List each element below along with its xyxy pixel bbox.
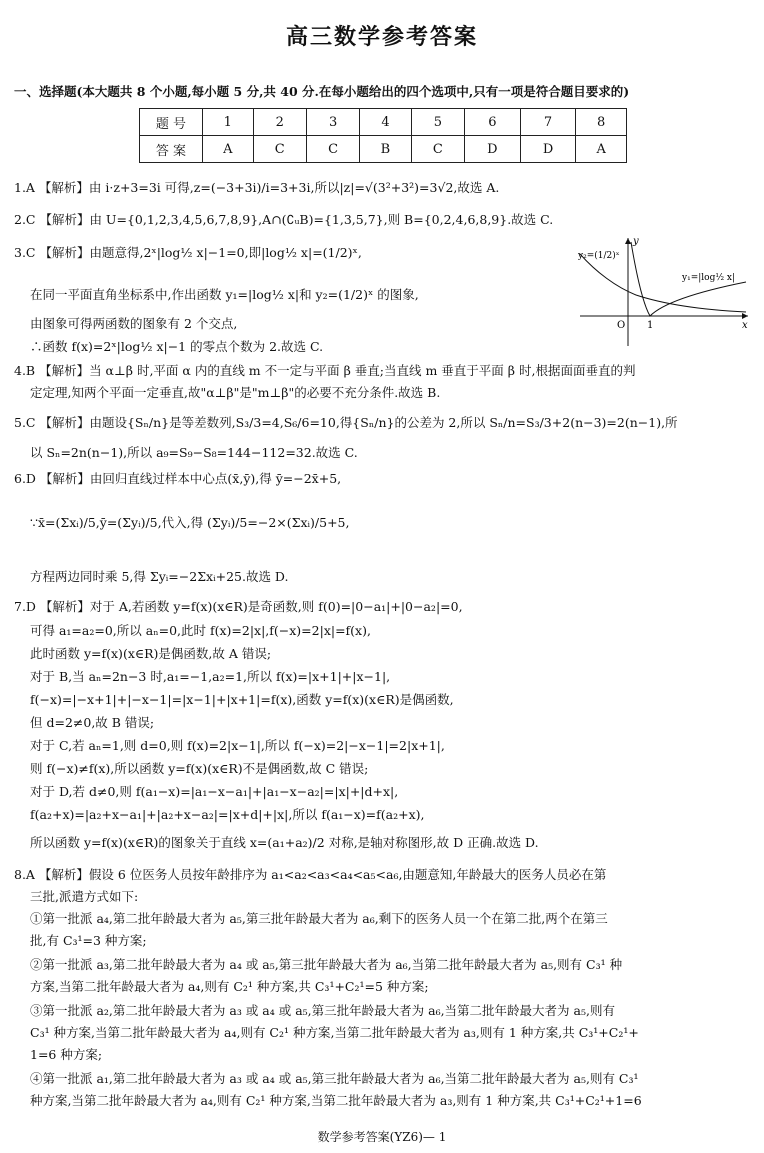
answer-table-row-numbers <box>140 109 627 136</box>
line-q7: 7.D 【解析】对于 A,若函数 y=f(x)(x∈R)是奇函数,则 f(0)=|0−a₁|+|0−a₂|=0, <box>14 599 463 614</box>
page-title: 高三数学参考答案 <box>285 25 478 50</box>
line-q7h: 则 f(−x)≠f(x),所以函数 y=f(x)(x∈R)不是偶函数,故 C 错误; <box>30 761 369 776</box>
line-q8: 8.A 【解析】假设 6 位医务人员按年龄排序为 a₁<a₂<a₃<a₄<a₅<a₆,由题意知,年龄最大的医务人员必在第 <box>14 867 607 882</box>
page-footer: 数学参考答案(YZ6)— 1 <box>317 1130 447 1144</box>
line-q8e: ②第一批派 a₃,第二批年龄最大者为 a₄ 或 a₅,第三批年龄最大者为 a₆,当第二批年龄最大者为 a₅,则有 C₃¹ 种 <box>30 957 623 972</box>
table-cell: 6 <box>465 109 521 136</box>
line-q7j: f(a₂+x)=|a₂+x−a₁|+|a₂+x−a₂|=|x+d|+|x|,所以 f(a₁−x)=f(a₂+x), <box>30 807 425 822</box>
line-q5b: 以 Sₙ=2n(n−1),所以 a₉=S₉−S₈=144−112=32.故选 C. <box>30 445 358 460</box>
line-q7b: 可得 a₁=a₂=0,所以 aₙ=0,此时 f(x)=2|x|,f(−x)=2|x|=f(x), <box>30 623 371 638</box>
label-y1: y₁=|log½ x| <box>682 273 736 283</box>
line-q3c: 由图象可得两函数的图象有 2 个交点, <box>30 316 238 331</box>
function-graph <box>576 232 754 350</box>
line-q5: 5.C 【解析】由题设{Sₙ/n}是等差数列,S₃/3=4,S₆/6=10,得{Sₙ/n}的公差为 2,所以 Sₙ/n=S₃/3+2(n−3)=2(n−1),所 <box>14 415 678 430</box>
line-q3d: ∴函数 f(x)=2ˣ|log½ x|−1 的零点个数为 2.故选 C. <box>30 339 324 354</box>
line-q2: 2.C 【解析】由 U={0,1,2,3,4,5,6,7,8,9},A∩(∁ᵤB)={1,3,5,7},则 B={0,2,4,6,8,9}.故选 C. <box>14 212 554 227</box>
table-cell: 3 <box>306 109 359 136</box>
line-q6b: ∵x̄=(Σxᵢ)/5,ȳ=(Σyᵢ)/5,代入,得 (Σyᵢ)/5=−2×(Σxᵢ)/5+5, <box>30 515 350 530</box>
table-cell: 7 <box>520 109 576 136</box>
table-cell: 2 <box>253 109 306 136</box>
line-q4b: 定定理,知两个平面一定垂直,故"α⊥β"是"m⊥β"的必要不充分条件.故选 B. <box>30 385 441 400</box>
line-q7d: 对于 B,当 aₙ=2n−3 时,a₁=−1,a₂=1,所以 f(x)=|x+1|+|x−1|, <box>30 669 391 684</box>
table-cell: A <box>203 136 254 163</box>
line-q8d: 批,有 C₃¹=3 种方案; <box>30 933 147 948</box>
table-cell: C <box>411 136 464 163</box>
line-q7f: 但 d=2≠0,故 B 错误; <box>30 715 155 730</box>
section-heading: 一、选择题(本大题共 8 个小题,每小题 5 分,共 40 分.在每小题给出的四个选项中,只有一项是符合题目要求的) <box>14 84 630 99</box>
line-q6c: 方程两边同时乘 5,得 Σyᵢ=−2Σxᵢ+25.故选 D. <box>30 569 289 584</box>
line-q8i: 1=6 种方案; <box>30 1047 103 1062</box>
line-q8k: 种方案,当第二批年龄最大者为 a₄,则有 C₂¹ 种方案,当第二批年龄最大者为 a₃,则有 1 种方案,共 C₃¹+C₂¹+1=6 <box>30 1093 642 1108</box>
line-q8g: ③第一批派 a₂,第二批年龄最大者为 a₃ 或 a₄ 或 a₅,第三批年龄最大者为 a₆,当第二批年龄最大者为 a₅,则有 <box>30 1003 615 1018</box>
line-q8f: 方案,当第二批年龄最大者为 a₄,则有 C₂¹ 种方案,共 C₃¹+C₂¹=5 种方案; <box>30 979 429 994</box>
table-cell: C <box>306 136 359 163</box>
label-y: y <box>633 236 639 247</box>
line-q8b: 三批,派遣方式如下: <box>30 889 139 904</box>
table-cell: 1 <box>203 109 254 136</box>
answer-table <box>139 108 627 163</box>
table-cell: 8 <box>576 109 627 136</box>
line-q8j: ④第一批派 a₁,第二批年龄最大者为 a₃ 或 a₄ 或 a₅,第三批年龄最大者为 a₆,当第二批年龄最大者为 a₅,则有 C₃¹ <box>30 1071 639 1086</box>
line-q3b: 在同一平面直角坐标系中,作出函数 y₁=|log½ x|和 y₂=(1/2)ˣ 的图象, <box>30 287 419 302</box>
line-q7e: f(−x)=|−x+1|+|−x−1|=|x−1|+|x+1|=f(x),函数 y=f(x)(x∈R)是偶函数, <box>30 692 454 707</box>
line-q7g: 对于 C,若 aₙ=1,则 d=0,则 f(x)=2|x−1|,所以 f(−x)=2|−x−1|=2|x+1|, <box>30 738 445 753</box>
line-q7c: 此时函数 y=f(x)(x∈R)是偶函数,故 A 错误; <box>30 646 272 661</box>
table-cell: 5 <box>411 109 464 136</box>
line-q1: 1.A 【解析】由 i·z+3=3i 可得,z=(−3+3i)/i=3+3i,所以|z|=√(3²+3²)=3√2,故选 A. <box>14 180 500 195</box>
label-y2: y₂=(1/2)ˣ <box>578 251 620 261</box>
table-header: 题 号 <box>140 109 203 136</box>
label-origin: O <box>617 320 626 331</box>
y-arrow-icon <box>625 238 631 244</box>
line-q7k: 所以函数 y=f(x)(x∈R)的图象关于直线 x=(a₁+a₂)/2 对称,是轴对称图形,故 D 正确.故选 D. <box>30 835 539 850</box>
line-q7i: 对于 D,若 d≠0,则 f(a₁−x)=|a₁−x−a₁|+|a₁−x−a₂|=|x|+|d+x|, <box>30 784 399 799</box>
line-q4: 4.B 【解析】当 α⊥β 时,平面 α 内的直线 m 不一定与平面 β 垂直;当直线 m 垂直于平面 β 时,根据面面垂直的判 <box>14 363 636 378</box>
label-one: 1 <box>647 320 654 331</box>
table-cell: 4 <box>360 109 411 136</box>
table-cell: C <box>253 136 306 163</box>
table-cell: D <box>465 136 521 163</box>
x-arrow-icon <box>742 313 748 319</box>
line-q3: 3.C 【解析】由题意得,2ˣ|log½ x|−1=0,即|log½ x|=(1/2)ˣ, <box>14 245 362 260</box>
line-q8h: C₃¹ 种方案,当第二批年龄最大者为 a₄,则有 C₂¹ 种方案,当第二批年龄最大者为 a₃,则有 1 种方案,共 C₃¹+C₂¹+ <box>30 1025 639 1040</box>
label-x: x <box>742 320 748 331</box>
table-cell: A <box>576 136 627 163</box>
curve-y2 <box>580 254 746 312</box>
line-q8c: ①第一批派 a₄,第二批年龄最大者为 a₅,第三批年龄最大者为 a₆,剩下的医务人员一个在第二批,两个在第三 <box>30 911 608 926</box>
table-cell: B <box>360 136 411 163</box>
answer-table-row-answers <box>140 136 627 163</box>
table-header: 答 案 <box>140 136 203 163</box>
table-cell: D <box>520 136 576 163</box>
line-q6: 6.D 【解析】由回归直线过样本中心点(x̄,ȳ),得 ȳ=−2x̄+5, <box>14 471 342 486</box>
